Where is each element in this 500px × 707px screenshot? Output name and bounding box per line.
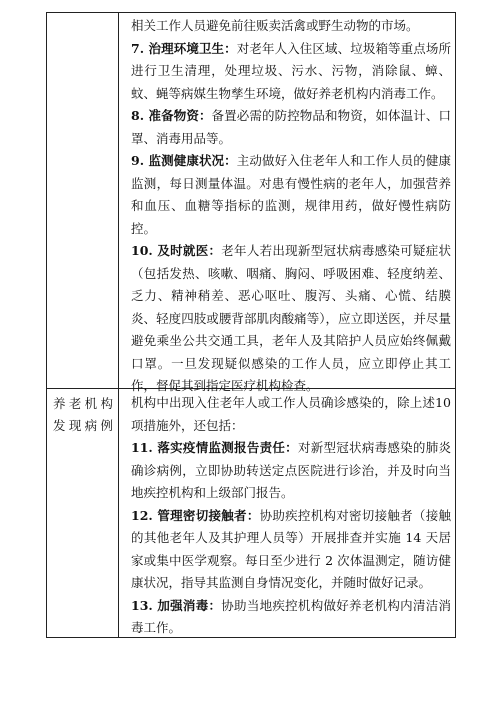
measure-item-8: [131, 105, 451, 150]
measure-title: 13. 加强消毒：: [131, 597, 222, 613]
measure-text: 老年人若出现新型冠状病毒感染可疑症状（包括发热、咳嗽、咽痛、胸闷、呼吸困难、轻度纳差、乏力、精神稍差、恶心呕吐、腹泻、头痛、心慌、结膜炎、轻度四肢或腰背部肌肉酸痛等），应立即送医，并尽量避免乘坐公共交通工具，老年人及其陪护人员应始终佩戴口罩。一旦发现疑似感染的工作人员，应立即停止其工作，督促其到指定医疗机构检查。: [131, 243, 451, 393]
measure-title: 9. 监测健康状况：: [131, 153, 237, 168]
measure-title: 12. 管理密切接触者：: [131, 507, 260, 523]
row1-intro-text: 相关工作人员避免前往贩卖活禽或野生动物的市场。: [131, 18, 419, 33]
row2-label-cell: 养老机构发现病例: [53, 396, 113, 433]
measure-item-11: [131, 437, 451, 505]
measure-text: 对老年人入住区域、垃圾箱等重点场所进行卫生清理，处理垃圾、污水、污物，消除鼠、蟑、蚊、蝇等病媒生物孳生环境，做好养老机构内消毒工作。: [131, 40, 451, 101]
measure-text: 对新型冠状病毒感染的肺炎确诊病例，立即协助转送定点医院进行诊治，并及时向当地疾控机构和上级部门报告。: [131, 440, 451, 500]
measure-title: 8. 准备物资：: [131, 108, 212, 123]
measure-item-10: [131, 240, 451, 398]
measure-item-12: [131, 505, 451, 595]
measure-item-13: [131, 595, 451, 640]
row2-content-cell: [131, 392, 451, 640]
measure-text: 备置必需的防控物品和物资，如体温计、口罩、消毒用品等。: [131, 108, 451, 146]
measure-title: 11. 落实疫情监测报告责任：: [131, 440, 298, 455]
measure-item-7: [131, 38, 451, 106]
measures-table: [46, 12, 456, 638]
measure-text: 主动做好入住老年人和工作人员的健康监测，每日测量体温。对患有慢性病的老年人，加强营养和血压、血糖等指标的监测，规律用药，做好慢性病防控。: [131, 153, 451, 236]
measure-text: 协助当地疾控机构做好养老机构内清洁消毒工作。: [131, 597, 451, 635]
measure-text: 协助疾控机构对密切接触者（接触的其他老年人及其护理人员等）开展排查并实施 14 天居家或集中医学观察。每日至少进行 2 次体温测定，随访健康状况，指导其监测自身情况变化，并随时做好记录。: [131, 507, 451, 590]
measure-title: 10. 及时就医：: [131, 243, 222, 258]
row1-content-cell: [131, 15, 451, 398]
row2-intro-text: 机构中出现入住老年人或工作人员确诊感染的，除上述10项措施外，还包括：: [131, 395, 451, 433]
measure-title: 7. 治理环境卫生：: [131, 40, 237, 56]
column-divider: [118, 13, 119, 637]
measure-item-9: [131, 150, 451, 240]
